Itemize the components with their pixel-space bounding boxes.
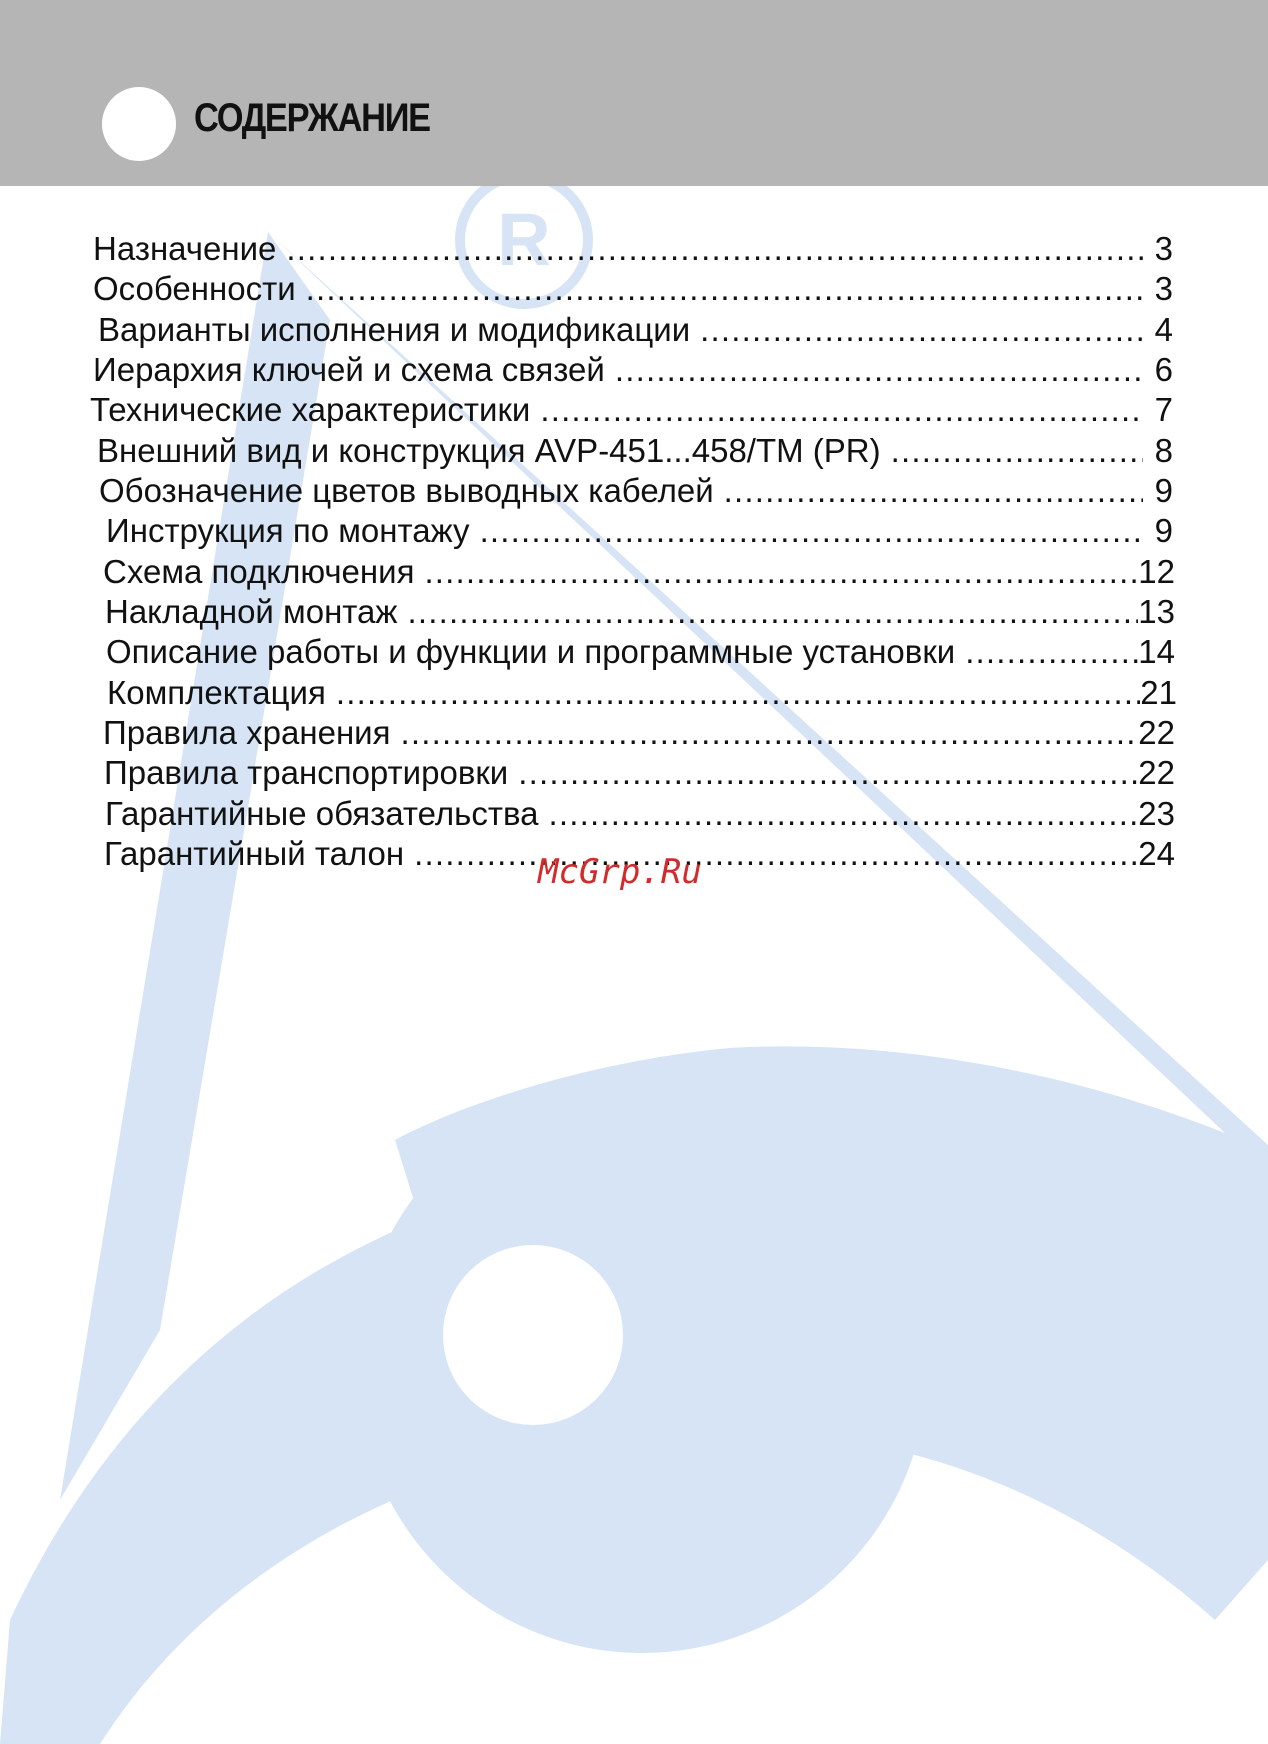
toc-entry-page: 23 <box>1138 795 1175 832</box>
toc-entry[interactable] <box>98 310 1173 350</box>
toc-entry-page: 22 <box>1138 714 1175 751</box>
toc-entry[interactable] <box>97 431 1173 471</box>
toc-entry-title: Варианты исполнения и модификации <box>98 311 691 348</box>
toc-entry-title: Комплектация <box>107 674 326 711</box>
toc-entry[interactable] <box>93 269 1173 309</box>
toc-entry-page: 12 <box>1138 553 1175 590</box>
toc-entry-page: 3 <box>1154 270 1173 307</box>
toc-entry[interactable] <box>103 713 1175 753</box>
toc-entry-page: 8 <box>1154 432 1173 469</box>
toc-entry[interactable] <box>105 794 1175 834</box>
toc-entry[interactable] <box>106 632 1175 672</box>
toc-entry-title: Технические характеристики <box>90 391 531 428</box>
toc-entry-title: Обозначение цветов выводных кабелей <box>99 472 714 509</box>
toc-entry-title: Схема подключения <box>103 553 415 590</box>
toc-leader-dots <box>286 229 1143 269</box>
toc-leader-dots <box>540 390 1143 430</box>
toc-entry[interactable] <box>90 390 1173 430</box>
toc-entry-title: Описание работы и функции и программные установки <box>106 633 956 670</box>
toc-entry-title: Накладной монтаж <box>105 593 398 630</box>
toc-entry[interactable] <box>93 350 1173 390</box>
page-title: СОДЕРЖАНИЕ <box>194 96 430 140</box>
toc-entry-page: 14 <box>1138 633 1175 670</box>
toc-entry-page: 7 <box>1154 391 1173 428</box>
toc-leader-dots <box>891 431 1143 471</box>
toc-leader-dots <box>407 592 1138 632</box>
toc-entry-page: 22 <box>1138 754 1175 791</box>
toc-entry-page: 6 <box>1154 351 1173 388</box>
toc-leader-dots <box>306 269 1143 309</box>
toc-entry[interactable] <box>105 592 1175 632</box>
toc-entry-title: Гарантийные обязательства <box>105 795 539 832</box>
toc-entry-page: 13 <box>1138 593 1175 630</box>
toc-entry-title: Особенности <box>93 270 296 307</box>
site-watermark-text: McGrp.Ru <box>538 852 702 892</box>
toc-leader-dots <box>548 794 1138 834</box>
toc-entry[interactable] <box>104 753 1175 793</box>
toc-entry[interactable] <box>106 511 1173 551</box>
toc-leader-dots <box>965 632 1138 672</box>
toc-entry-page: 3 <box>1154 230 1173 267</box>
toc-entry-title: Внешний вид и конструкция AVP-451...458/TM (PR) <box>97 432 881 469</box>
toc-entry-page: 24 <box>1138 835 1175 872</box>
toc-leader-dots <box>700 310 1143 350</box>
toc-entry-title: Инструкция по монтажу <box>106 512 470 549</box>
toc-entry-title: Правила хранения <box>103 714 391 751</box>
toc-leader-dots <box>414 834 1138 874</box>
toc-entry-title: Правила транспортировки <box>104 754 509 791</box>
toc-leader-dots <box>518 753 1138 793</box>
toc-leader-dots <box>724 471 1143 511</box>
toc-entry-title: Иерархия ключей и схема связей <box>93 351 605 388</box>
registered-mark-letter: R <box>497 198 551 281</box>
toc-entry-title: Гарантийный талон <box>104 835 405 872</box>
toc-entry[interactable] <box>107 673 1177 713</box>
toc-entry-page: 4 <box>1154 311 1173 348</box>
toc-leader-dots <box>615 350 1143 390</box>
toc-entry[interactable] <box>93 229 1173 269</box>
toc-entry-title: Назначение <box>93 230 277 267</box>
toc-leader-dots <box>480 511 1143 551</box>
toc-entry-page: 9 <box>1154 512 1173 549</box>
toc-leader-dots <box>336 673 1140 713</box>
toc-entry-page: 9 <box>1154 472 1173 509</box>
toc-entry-page: 21 <box>1140 674 1177 711</box>
toc-leader-dots <box>400 713 1138 753</box>
toc-entry[interactable] <box>103 552 1175 592</box>
toc-leader-dots <box>424 552 1138 592</box>
toc-entry[interactable] <box>99 471 1173 511</box>
